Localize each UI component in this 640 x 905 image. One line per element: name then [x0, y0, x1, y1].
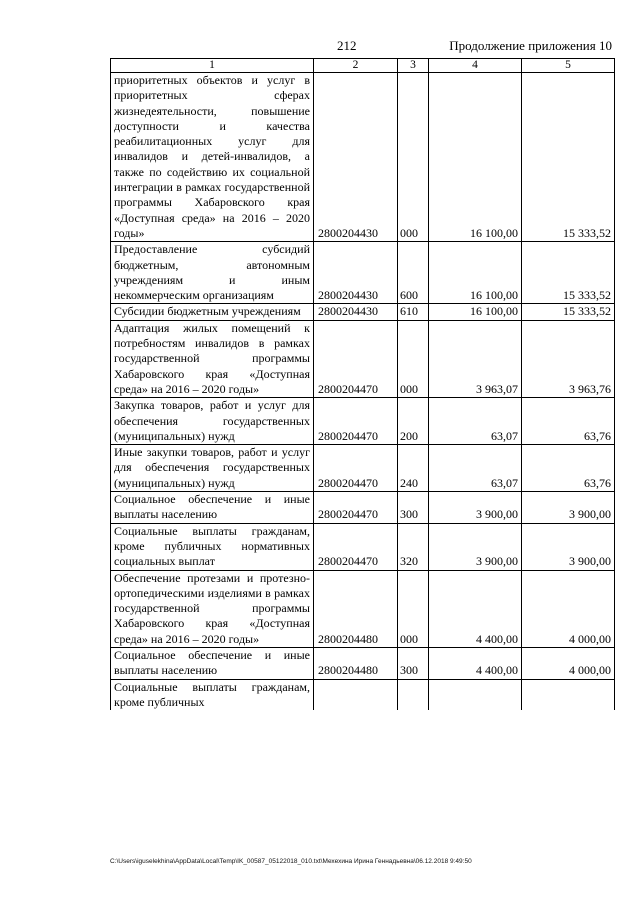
table-row [111, 304, 615, 320]
row-value-1: 63,07 [429, 398, 522, 445]
row-value-1: 16 100,00 [429, 73, 522, 242]
row-target-code: 2800204470 [314, 492, 398, 524]
row-expense-type: 000 [398, 320, 429, 397]
row-name: Адаптация жилых помещений к потребностям инвалидов в рамках государственной программы Хабаровского края «Доступная среда» на 2016 – 2020 годы» [111, 320, 314, 397]
row-value-1: 3 900,00 [429, 492, 522, 524]
row-name: приоритетных объектов и услуг в приоритетных сферах жизнедеятельности, повышение доступности и качества реабилитационных услуг для инвалидов и детей-инвалидов, а также по содействию их социальной интеграции в рамках государственной программы Хабаровского края «Доступная среда» на 2016 – 2020 годы» [111, 73, 314, 242]
row-value-1: 3 900,00 [429, 523, 522, 570]
row-expense-type: 300 [398, 647, 429, 679]
row-target-code: 2800204430 [314, 73, 398, 242]
row-expense-type: 000 [398, 570, 429, 647]
table-row [111, 523, 615, 570]
row-value-2: 63,76 [522, 445, 615, 492]
row-expense-type: 300 [398, 492, 429, 524]
row-value-2: 3 900,00 [522, 492, 615, 524]
budget-table [110, 58, 615, 710]
column-header: 2 [314, 59, 398, 73]
column-header: 3 [398, 59, 429, 73]
row-value-1: 63,07 [429, 445, 522, 492]
table-row [111, 242, 615, 304]
file-path-footer: C:\Users\iguselekhina\AppData\Local\Temp\IK_00587_05122018_010.txt\Мехехина Ирина Геннадьевна\06.12.2018 9:49:50 [110, 858, 472, 865]
row-value-2: 63,76 [522, 398, 615, 445]
row-target-code: 2800204470 [314, 320, 398, 397]
row-value-1 [429, 679, 522, 710]
row-expense-type: 000 [398, 73, 429, 242]
row-target-code [314, 679, 398, 710]
row-value-2: 3 963,76 [522, 320, 615, 397]
column-header: 1 [111, 59, 314, 73]
row-value-2: 15 333,52 [522, 73, 615, 242]
row-expense-type: 200 [398, 398, 429, 445]
row-value-1: 3 963,07 [429, 320, 522, 397]
column-header: 5 [522, 59, 615, 73]
row-expense-type: 320 [398, 523, 429, 570]
row-value-2: 4 000,00 [522, 570, 615, 647]
row-value-2 [522, 679, 615, 710]
row-name: Иные закупки товаров, работ и услуг для обеспечения государственных (муниципальных) нужд [111, 445, 314, 492]
row-target-code: 2800204480 [314, 570, 398, 647]
row-expense-type: 610 [398, 304, 429, 320]
row-target-code: 2800204430 [314, 304, 398, 320]
row-value-1: 4 400,00 [429, 570, 522, 647]
table-row [111, 445, 615, 492]
row-value-2: 3 900,00 [522, 523, 615, 570]
row-expense-type [398, 679, 429, 710]
table-row [111, 320, 615, 397]
page-number: 212 [337, 38, 357, 53]
continuation-heading: Продолжение приложения 10 [449, 38, 612, 53]
row-target-code: 2800204470 [314, 445, 398, 492]
table-row [111, 73, 615, 242]
row-expense-type: 600 [398, 242, 429, 304]
row-value-1: 16 100,00 [429, 242, 522, 304]
row-target-code: 2800204470 [314, 523, 398, 570]
row-target-code: 2800204480 [314, 647, 398, 679]
table-row [111, 679, 615, 710]
table-header-row [111, 59, 615, 73]
row-value-2: 15 333,52 [522, 304, 615, 320]
row-value-1: 16 100,00 [429, 304, 522, 320]
row-value-2: 15 333,52 [522, 242, 615, 304]
row-target-code: 2800204430 [314, 242, 398, 304]
table-row [111, 570, 615, 647]
column-header: 4 [429, 59, 522, 73]
table-row [111, 398, 615, 445]
row-name: Обеспечение протезами и протезно-ортопедическими изделиями в рамках государственной программы Хабаровского края «Доступная среда» на 2016 – 2020 годы» [111, 570, 314, 647]
table-row [111, 647, 615, 679]
row-name: Предоставление субсидий бюджетным, автономным учреждениям и иным некоммерческим организациям [111, 242, 314, 304]
row-name: Закупка товаров, работ и услуг для обеспечения государственных (муниципальных) нужд [111, 398, 314, 445]
row-name: Социальные выплаты гражданам, кроме публичных [111, 679, 314, 710]
row-expense-type: 240 [398, 445, 429, 492]
row-value-2: 4 000,00 [522, 647, 615, 679]
row-value-1: 4 400,00 [429, 647, 522, 679]
row-name: Социальное обеспечение и иные выплаты населению [111, 492, 314, 524]
row-name: Субсидии бюджетным учреждениям [111, 304, 314, 320]
row-name: Социальные выплаты гражданам, кроме публичных нормативных социальных выплат [111, 523, 314, 570]
row-name: Социальное обеспечение и иные выплаты населению [111, 647, 314, 679]
row-target-code: 2800204470 [314, 398, 398, 445]
table-row [111, 492, 615, 524]
